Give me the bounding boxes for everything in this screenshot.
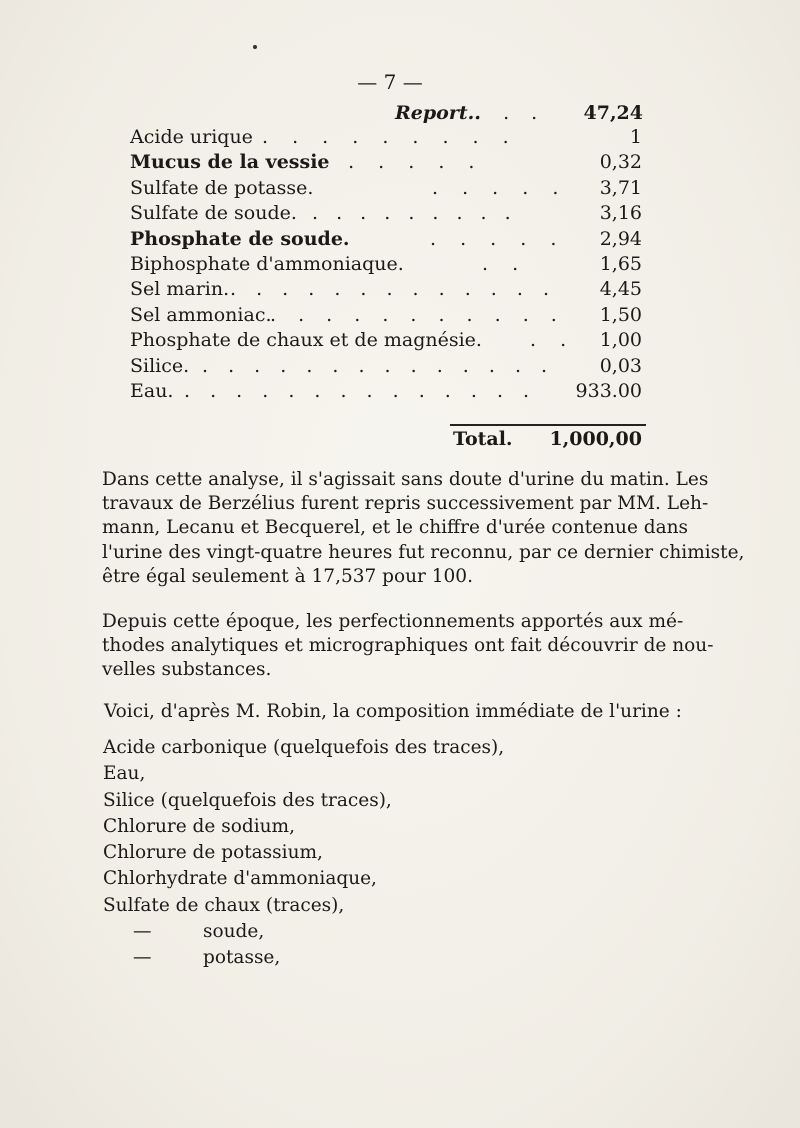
row-value: 1,65 <box>599 252 642 275</box>
report-row <box>395 100 655 128</box>
dash-mark: — <box>133 947 152 969</box>
table-row <box>130 177 650 202</box>
report-dots: . . . <box>475 102 546 124</box>
row-name: Sel ammoniac. <box>130 303 272 326</box>
row-value: 933.00 <box>575 379 642 402</box>
row-name: Sulfate de potasse. <box>130 176 314 199</box>
row-name: Silice. <box>130 354 190 377</box>
table-row <box>130 380 650 405</box>
row-value: 1,50 <box>599 303 642 326</box>
subitem-text: soude, <box>203 921 265 943</box>
row-name: Biphosphate d'ammoniaque. <box>130 252 404 275</box>
row-name: Acide urique <box>130 126 253 148</box>
row-value: 2,94 <box>599 227 642 250</box>
table-row <box>130 126 650 151</box>
list-item: Sulfate de chaux (traces), <box>103 894 345 916</box>
row-dots: . . . . . <box>430 227 566 250</box>
table-row <box>130 151 650 176</box>
table-row <box>130 278 650 303</box>
paragraph-line: Depuis cette époque, les perfectionnements apportés aux mé- <box>102 611 684 632</box>
row-name: Mucus de la vessie <box>130 151 330 174</box>
list-subitem <box>103 921 623 947</box>
total-rule <box>450 424 646 426</box>
report-value: 47,24 <box>583 102 643 124</box>
paragraph-line: velles substances. <box>102 659 272 681</box>
paragraph-line: thodes analytiques et micrographiques ont fait découvrir de nou- <box>102 635 714 657</box>
paragraph-line: Dans cette analyse, il s'agissait sans doute d'urine du matin. Les <box>102 469 709 490</box>
row-dots: . . . . . . . . . . . . . . <box>184 379 537 402</box>
row-dots: . . . . . . . . . <box>312 202 517 225</box>
row-value: 4,45 <box>599 278 642 301</box>
paragraph-analysis <box>102 468 745 589</box>
table-row <box>130 253 650 278</box>
row-value: 0,32 <box>599 151 642 174</box>
total-row <box>450 428 650 456</box>
row-name: Phosphate de chaux et de magnésie. <box>130 329 482 352</box>
list-item: Chlorhydrate d'ammoniaque, <box>103 868 377 890</box>
row-dots: . . . . . . . . . <box>262 126 518 148</box>
paragraph-line: être égal seulement à 17,537 pour 100. <box>102 565 473 587</box>
paragraph-methods <box>102 610 714 683</box>
row-name: Phosphate de soude. <box>130 227 350 250</box>
paragraph-line: l'urine des vingt-quatre heures fut reconnu, par ce dernier chimiste, <box>102 541 745 563</box>
composition-list <box>103 737 623 974</box>
report-label: Report.. <box>395 102 481 124</box>
total-label: Total. <box>453 428 513 450</box>
table-row <box>130 304 650 329</box>
subitem-text: potasse, <box>203 947 281 969</box>
row-value: 3,71 <box>599 176 642 199</box>
row-dots: . . <box>482 252 528 275</box>
page-number: — 7 — <box>357 70 423 94</box>
list-item: Silice (quelquefois des traces), <box>103 789 392 811</box>
list-item: Acide carbonique (quelquefois des traces), <box>103 737 505 758</box>
paragraph-intro <box>104 700 682 724</box>
row-name: Sulfate de soude. <box>130 202 297 225</box>
dash-mark: — <box>133 921 152 943</box>
row-dots: . . . . . . . . . . . . . . <box>202 354 555 377</box>
row-value: 1 <box>629 126 642 148</box>
list-item: Eau, <box>103 763 146 785</box>
row-dots: . . . . . <box>432 176 568 199</box>
list-item: Chlorure de sodium, <box>103 815 295 837</box>
row-dots: . . . . . . . . . . . <box>270 303 565 326</box>
row-value: 3,16 <box>599 202 642 225</box>
row-name: Eau. <box>130 379 174 402</box>
row-value: 0,03 <box>599 354 642 377</box>
table-row <box>130 355 650 380</box>
ink-dot <box>253 45 257 49</box>
list-item: Chlorure de potassium, <box>103 842 323 864</box>
table-row <box>130 228 650 253</box>
list-subitem <box>103 947 623 973</box>
row-dots: . . . . . . . . . . . . . <box>230 278 556 301</box>
composition-table <box>130 126 650 405</box>
row-dots: . . . . . . <box>318 151 484 174</box>
paragraph-line: travaux de Berzélius furent repris successivement par MM. Leh- <box>102 493 709 515</box>
paragraph-line: Voici, d'après M. Robin, la composition immédiate de l'urine : <box>104 701 682 722</box>
row-value: 1,00 <box>599 329 642 352</box>
paragraph-line: mann, Lecanu et Becquerel, et le chiffre d'urée contenue dans <box>102 517 689 539</box>
row-dots: . . <box>530 329 576 352</box>
row-name: Sel marin. <box>130 278 230 301</box>
total-value: 1,000,00 <box>549 428 642 450</box>
table-row <box>130 329 650 354</box>
table-row <box>130 202 650 227</box>
